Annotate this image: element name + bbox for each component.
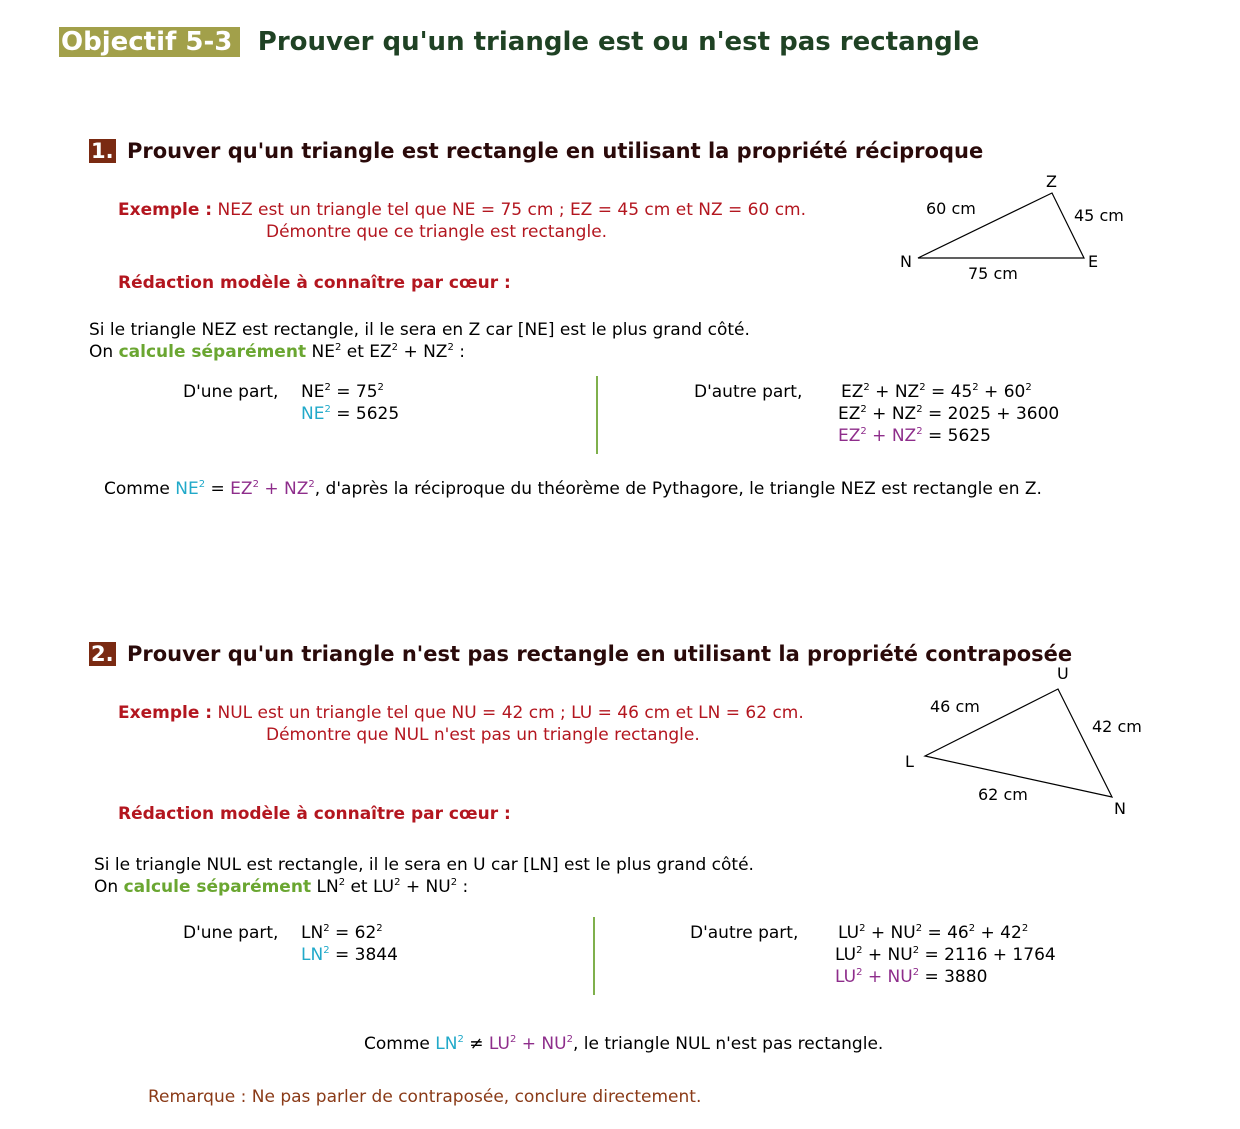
conclusion-term: NE (175, 479, 199, 499)
square: 2 (198, 479, 206, 490)
section1-right-line1 (841, 382, 1032, 402)
section2-right-line2 (835, 945, 1056, 965)
conclusion-term: NZ (284, 479, 309, 499)
intro-term: NZ (423, 342, 448, 362)
section2-right-line3 (835, 967, 987, 987)
objective-header (59, 27, 979, 58)
side-label: 75 cm (968, 264, 1018, 283)
calc-plus: + (867, 967, 883, 987)
square: 2 (457, 1034, 464, 1045)
remark: Remarque : Ne pas parler de contraposée, conclure directement. (148, 1087, 702, 1107)
section1-title: Prouver qu'un triangle est rectangle en utilisant la propriété réciproque (127, 139, 984, 163)
intro-colon: : (459, 342, 465, 362)
calc-plus: + (867, 945, 883, 965)
example-label: Exemple : (118, 200, 213, 220)
conclusion-post: , le triangle NUL n'est pas rectangle. (572, 1034, 884, 1054)
section2-model-heading: Rédaction modèle à connaître par cœur : (118, 804, 511, 824)
intro-and: et (346, 342, 364, 362)
calc-var: NZ (891, 426, 917, 446)
intro-on: On (89, 342, 114, 362)
calc-var: EZ (838, 426, 861, 446)
square: 2 (252, 479, 259, 490)
section1-left-label: D'une part, (183, 382, 279, 402)
calc-var: LN (301, 923, 324, 943)
vertex-label: N (900, 252, 912, 271)
conclusion-pre: Comme (104, 479, 170, 499)
conclusion-post: , d'après la réciproque du théorème de Pythagore, le triangle NEZ est rectangle en Z. (314, 479, 1042, 499)
section2-divider (593, 917, 595, 995)
vertex-label: E (1088, 252, 1099, 271)
square: 2 (323, 945, 330, 956)
section2-left-line1 (301, 923, 383, 943)
section1-model-heading: Rédaction modèle à connaître par cœur : (118, 273, 511, 293)
square: 2 (566, 1034, 573, 1045)
calc-eq: = 5625 (336, 404, 400, 424)
square: 2 (450, 877, 458, 888)
calc-var: NZ (894, 382, 920, 402)
square: 2 (860, 426, 867, 437)
intro-term: NU (425, 877, 451, 897)
square: 2 (308, 479, 315, 490)
square: 2 (334, 342, 342, 353)
section1-heading (89, 139, 983, 164)
section1-example-line1 (118, 200, 806, 220)
calc-var: NU (890, 923, 916, 943)
intro-on: On (94, 877, 119, 897)
conclusion-term: NU (541, 1034, 567, 1054)
square: 2 (1021, 923, 1029, 934)
section2-example-line2: Démontre que NUL n'est pas un triangle rectangle. (266, 725, 700, 745)
side-label: 45 cm (1074, 206, 1124, 225)
calc-eq: = 2025 + 3600 (927, 404, 1060, 424)
section1-example-line2: Démontre que ce triangle est rectangle. (266, 222, 608, 242)
calc-plus: + (872, 404, 887, 424)
square: 2 (912, 967, 920, 978)
side-label: 46 cm (930, 697, 980, 716)
conclusion-term: LU (488, 1034, 510, 1054)
square: 2 (856, 967, 863, 978)
calc-var: LN (301, 945, 324, 965)
section1-conclusion (104, 479, 1042, 499)
triangle-nez-diagram (880, 165, 1160, 290)
section2-intro-line1: Si le triangle NUL est rectangle, il le sera en U car [LN] est le plus grand côté. (94, 855, 754, 875)
square: 2 (916, 426, 923, 437)
section2-right-line1 (838, 923, 1028, 943)
calc-var: NU (887, 967, 913, 987)
calc-plus: + (875, 382, 890, 402)
vertex-label: L (905, 752, 914, 771)
section1-left-line2 (301, 404, 399, 424)
square: 2 (394, 877, 401, 888)
intro-term: EZ (369, 342, 392, 362)
section2-number: 2. (91, 642, 114, 666)
section2-conclusion (364, 1034, 883, 1054)
example-text: NUL est un triangle tel que NU = 42 cm ; LU = 46 cm et LN = 62 cm. (217, 703, 804, 723)
square: 2 (376, 923, 383, 934)
page-title: Prouver qu'un triangle est ou n'est pas rectangle (257, 27, 980, 57)
calc-var: LU (838, 923, 860, 943)
calc-eq: = 2116 + 1764 (924, 945, 1056, 965)
section1-number: 1. (91, 139, 114, 163)
intro-plus: + (405, 877, 421, 897)
vertex-label: N (1114, 799, 1126, 818)
calc-plus: + (870, 923, 886, 943)
intro-colon: : (462, 877, 469, 897)
square: 2 (916, 404, 923, 415)
calc-var: EZ (838, 404, 861, 424)
square: 2 (856, 945, 863, 956)
conclusion-term: LN (435, 1034, 458, 1054)
section1-right-line3 (838, 426, 991, 446)
intro-calc: calcule séparément (123, 877, 312, 897)
calc-plus: + (872, 426, 887, 446)
intro-term: LN (316, 877, 339, 897)
section2-left-line2 (301, 945, 398, 965)
square: 2 (860, 404, 867, 415)
conclusion-relation: = (210, 479, 225, 499)
calc-var: LU (835, 967, 857, 987)
section1-divider (596, 376, 598, 454)
square: 2 (323, 923, 330, 934)
calc-eq: = 3880 (924, 967, 988, 987)
conclusion-plus: + (521, 1034, 537, 1054)
section2-example-line1 (118, 703, 804, 723)
intro-and: et (350, 877, 368, 897)
square: 2 (863, 382, 870, 393)
section2-left-label: D'une part, (183, 923, 279, 943)
intro-plus: + (403, 342, 418, 362)
section2-intro-line2 (94, 877, 468, 897)
intro-term: LU (373, 877, 395, 897)
calc-eq: = 5625 (927, 426, 991, 446)
section1-right-label: D'autre part, (694, 382, 803, 402)
square: 2 (915, 923, 923, 934)
side-label: 42 cm (1092, 717, 1142, 736)
calc-var: LU (835, 945, 857, 965)
calc-eq: = 45 (930, 382, 973, 402)
calc-var: NE (301, 382, 325, 402)
square: 2 (859, 923, 866, 934)
side-label: 62 cm (978, 785, 1028, 804)
triangle-nul-diagram (880, 660, 1160, 825)
square: 2 (377, 382, 384, 393)
section2-title: Prouver qu'un triangle n'est pas rectangle en utilisant la propriété contraposée (127, 642, 1073, 666)
square: 2 (324, 404, 331, 415)
square: 2 (324, 382, 331, 393)
section1-left-line1 (301, 382, 384, 402)
square: 2 (919, 382, 926, 393)
calc-eq: = 3844 (334, 945, 398, 965)
example-text: NEZ est un triangle tel que NE = 75 cm ; EZ = 45 cm et NZ = 60 cm. (217, 200, 807, 220)
calc-eq: = 62 (334, 923, 377, 943)
section1-right-line2 (838, 404, 1059, 424)
calc-var: NZ (891, 404, 917, 424)
intro-term: NE (311, 342, 335, 362)
section2-right-label: D'autre part, (690, 923, 799, 943)
conclusion-term: EZ (230, 479, 253, 499)
conclusion-plus: + (264, 479, 279, 499)
side-label: 60 cm (926, 199, 976, 218)
square: 2 (968, 923, 976, 934)
square: 2 (1025, 382, 1032, 393)
objective-badge: Objectif 5-3 (59, 27, 240, 57)
section1-intro-line2 (89, 342, 465, 362)
conclusion-pre: Comme (364, 1034, 430, 1054)
calc-var: NE (301, 404, 325, 424)
square: 2 (447, 342, 454, 353)
calc-var: NU (887, 945, 913, 965)
square: 2 (338, 877, 346, 888)
square: 2 (391, 342, 399, 353)
calc-eq: = 75 (336, 382, 378, 402)
example-label: Exemple : (118, 703, 213, 723)
calc-eq: + 60 (984, 382, 1026, 402)
calc-eq: + 42 (980, 923, 1022, 943)
square: 2 (912, 945, 920, 956)
square: 2 (509, 1034, 517, 1045)
section1-intro-line1: Si le triangle NEZ est rectangle, il le sera en Z car [NE] est le plus grand côté. (89, 320, 750, 340)
intro-calc: calcule séparément (118, 342, 307, 362)
calc-var: EZ (841, 382, 864, 402)
vertex-label: Z (1046, 172, 1057, 191)
square: 2 (972, 382, 979, 393)
calc-eq: = 46 (927, 923, 969, 943)
conclusion-relation: ≠ (469, 1034, 484, 1054)
vertex-label: U (1057, 664, 1069, 683)
